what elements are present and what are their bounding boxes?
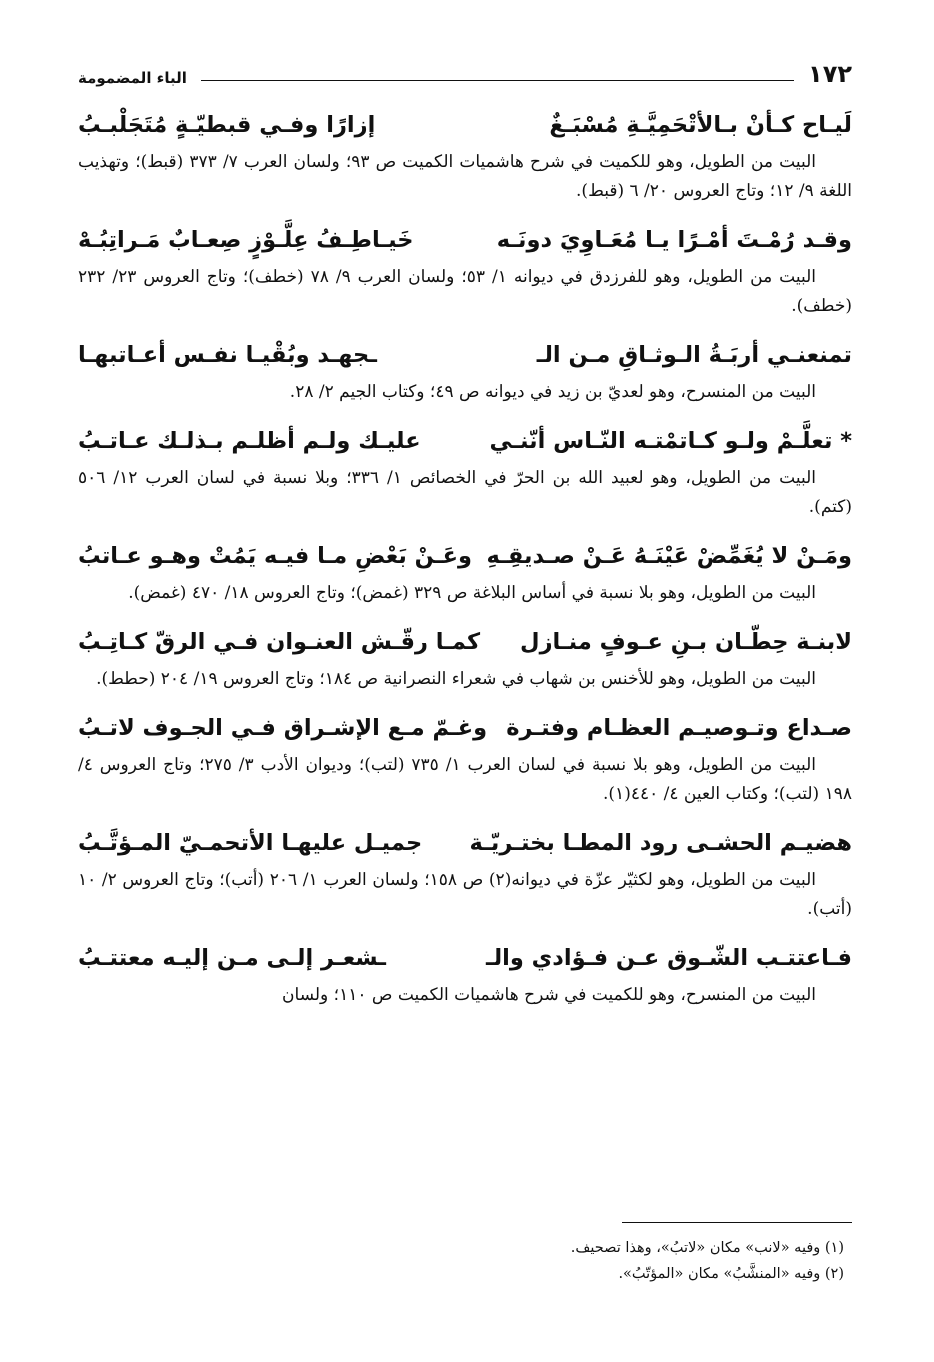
header-rule — [201, 80, 794, 81]
verse-hemistich-second: ـشعـر إلـى مـن إليـه معتتـبُ — [78, 945, 386, 971]
verse-line — [78, 619, 852, 665]
verse-line — [78, 217, 852, 263]
verse-line — [78, 533, 852, 579]
verse-entry — [78, 533, 852, 608]
footnotes — [78, 1222, 852, 1287]
verse-entry — [78, 418, 852, 522]
verse-hemistich-second: كمـا رقّـش العنـوان فـي الرقّ كـاتِـبُ — [78, 629, 481, 655]
verse-hemistich-first: * تعلَّـمْ ولـو كـاتمْتـه النّـاس أنّنـي — [489, 428, 852, 454]
footnote-rule — [622, 1222, 852, 1223]
footnote-item: (١) وفيه «لانب» مكان «لاتبُ»، وهذا تصحيف. — [570, 1240, 844, 1256]
verse-hemistich-first: لَيـاح كـأنْ بـالأتْحَمِيَّـةِ مُسْبَـغٌ — [549, 112, 852, 138]
verse-hemistich-second: عليـك ولـم أظلـم بـذلـك عـاتـبُ — [78, 428, 421, 454]
verse-source-note: البيت من المنسرح، وهو للكميت في شرح هاشميات الكميت ص ١١٠؛ ولسان — [282, 985, 816, 1005]
page-number: ١٧٢ — [808, 60, 852, 88]
verse-hemistich-second: وعَـنْ بَعْضِ مـا فيـه يَمُتْ وهـو عـاتبُ — [78, 543, 472, 569]
footnote-item: (٢) وفيه «المنشَّبُ» مكان «المؤتّبُ». — [618, 1266, 844, 1282]
verse-entry — [78, 935, 852, 1010]
verse-hemistich-second: وغـمّ مـع الإشـراق فـي الجـوف لاتـبُ — [78, 715, 488, 741]
verse-source-note: البيت من المنسرح، وهو لعديّ بن زيد في ديوانه ص ٤٩؛ وكتاب الجيم ٢/ ٢٨. — [289, 382, 816, 402]
verse-entry — [78, 217, 852, 321]
verse-line — [78, 102, 852, 148]
verse-hemistich-second: ـجهـد وبُقْيـا نفـس أعـاتبهـا — [78, 342, 377, 368]
verse-source-note: البيت من الطويل، وهو لعبيد الله بن الحرّ في الخصائص ١/ ٣٣٦؛ وبلا نسبة في لسان العرب ١٢/ ٥٠٦ (كتم). — [78, 468, 852, 517]
verse-entry — [78, 102, 852, 206]
verse-source-note: البيت من الطويل، وهو لكثيّر عزّة في ديوانه(٢) ص ١٥٨؛ ولسان العرب ١/ ٢٠٦ (أتب)؛ وتاج العروس ٢/ ١٠ (أتب). — [78, 870, 852, 919]
verse-line — [78, 820, 852, 866]
verse-entry — [78, 619, 852, 694]
verse-entry — [78, 705, 852, 809]
verse-hemistich-first: ومَـنْ لا يُغَمِّضْ عَيْنَـهُ عَـنْ صـديقِـهِ — [486, 543, 852, 569]
verse-source-note: البيت من الطويل، وهو بلا نسبة في لسان العرب ١/ ٧٣٥ (لتب)؛ وديوان الأدب ٣/ ٢٧٥؛ وتاج العروس ٤/ ١٩٨ (لتب)؛ وكتاب العين ٤/ ٤٤٠(١). — [78, 755, 852, 804]
verse-entries — [78, 102, 852, 1010]
verse-hemistich-first: صـداع وتـوصيـم العظـام وفتـرة — [506, 715, 852, 741]
verse-hemistich-first: تمنعنـي أربَـةُ الـوثـاقِ مـن الـ — [536, 342, 852, 368]
running-title: الباء المضمومة — [78, 69, 187, 87]
verse-hemistich-first: وقـد رُمْـتَ أمْـرًا يـا مُعَـاوِيَ دونَـه — [496, 227, 852, 253]
verse-source-note: البيت من الطويل، وهو للكميت في شرح هاشميات الكميت ص ٩٣؛ ولسان العرب ٧/ ٣٧٣ (قبط)؛ وتهذيب اللغة ٩/ ١٢؛ وتاج العروس ٢٠/ ٦ (قبط). — [78, 152, 852, 201]
verse-source-note: البيت من الطويل، وهو للفرزدق في ديوانه ١/ ٥٣؛ ولسان العرب ٩/ ٧٨ (خطف)؛ وتاج العروس ٢٣/ ٢٣٢ (خطف). — [78, 267, 852, 316]
verse-hemistich-first: هضيـم الحشـى رود المطـا بختـريّـة — [469, 830, 852, 856]
verse-hemistich-second: جميـل عليهـا الأتحمـيّ المـؤتَّـبُ — [78, 830, 423, 856]
page-header — [78, 50, 852, 86]
verse-source-note: البيت من الطويل، وهو بلا نسبة في أساس البلاغة ص ٣٢٩ (غمض)؛ وتاج العروس ١٨/ ٤٧٠ (غمض). — [128, 583, 816, 603]
verse-line — [78, 332, 852, 378]
verse-line — [78, 935, 852, 981]
verse-hemistich-second: خَيـاطِـفُ عِلَّـوْزٍ صِعـابٌ مَـراتِبُـهْ — [78, 227, 414, 253]
verse-hemistich-second: إزارًا وفـي قبطيّـةٍ مُتَجَلْبـبُ — [78, 112, 376, 138]
verse-source-note: البيت من الطويل، وهو للأخنس بن شهاب في شعراء النصرانية ص ١٨٤؛ وتاج العروس ١٩/ ٢٠٤ (حطط). — [96, 669, 816, 689]
verse-hemistich-first: فـاعتتـب الشّـوق عـن فـؤادي والـ — [486, 945, 852, 971]
verse-hemistich-first: لابنـة حِطّـان بـنِ عـوفٍ منـازل — [520, 629, 852, 655]
verse-line — [78, 705, 852, 751]
verse-line — [78, 418, 852, 464]
verse-entry — [78, 332, 852, 407]
verse-entry — [78, 820, 852, 924]
